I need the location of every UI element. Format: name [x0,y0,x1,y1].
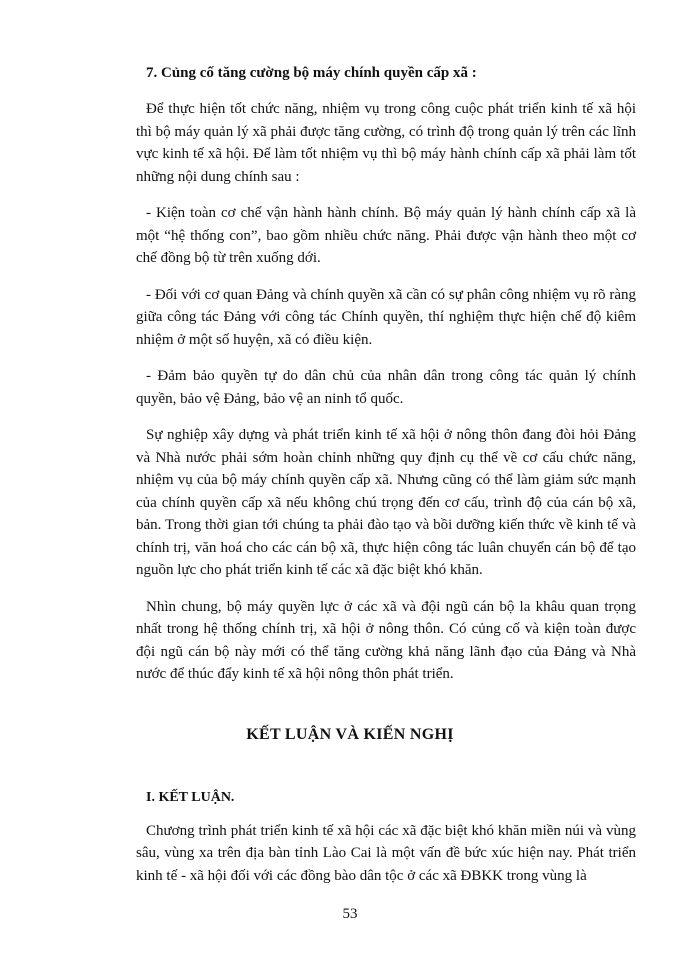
paragraph-2: - Kiện toàn cơ chế vận hành hành chính. Bộ máy quản lý hành chính cấp xã là một “hệ thống con”, bao gồm nhiều chức năng. Phải được vận hành theo một cơ chế đồng bộ từ trên xuống dới. [136,205,636,266]
paragraph-4: - Đảm bảo quyền tự do dân chủ của nhân dân trong công tác quản lý chính quyền, bảo vệ Đảng, bảo vệ an ninh tổ quốc. [136,368,636,407]
conclusion-title: KẾT LUẬN VÀ KIẾN NGHỊ [246,725,454,743]
paragraph-5: Sự nghiệp xây dựng và phát triển kinh tế xã hội ở nông thôn đang đòi hỏi Đảng và Nhà nước phải sớm hoàn chỉnh những quy định cụ thể về cơ cấu chức năng, nhiệm vụ của bộ máy chính quyền cấp xã. Nhưng cũng có thể làm giảm sức mạnh của chính quyền cấp xã nếu không chú trọng đến cơ cấu, trình độ của cán bộ xã, bản. Trong thời gian tới chúng ta phải đào tạo và bồi dưỡng kiến thức về kinh tế và chính trị, văn hoá cho các cán bộ xã, thực hiện công tác luân chuyển cán bộ để tạo nguồn lực cho phát triển kinh tế các xã đặc biệt khó khăn. [136,427,636,578]
paragraph-1: Để thực hiện tốt chức năng, nhiệm vụ trong công cuộc phát triển kinh tế xã hội thì bộ máy quản lý xã phải được tăng cường, có trình độ trong quản lý trên các lĩnh vực kinh tế xã hội. Để làm tốt nhiệm vụ thì bộ máy hành chính cấp xã phải làm tốt những nội dung chính sau : [136,101,636,185]
page-number: 53 [342,906,358,922]
conclusion-subsection-heading: I. KẾT LUẬN. [146,789,235,805]
paragraph-6: Nhìn chung, bộ máy quyền lực ở các xã và đội ngũ cán bộ la khâu quan trọng nhất trong hệ thống chính trị, xã hội ở nông thôn. Có củng cố và kiện toàn được đội ngũ cán bộ này mới có thể tăng cường khả năng lãnh đạo của Đảng và Nhà nước để thúc đẩy kinh tế xã hội nông thôn phát triển. [136,598,636,682]
section-heading: 7. Củng cố tăng cường bộ máy chính quyền cấp xã : [146,65,477,81]
conclusion-paragraph: Chương trình phát triển kinh tế xã hội các xã đặc biệt khó khăn miền núi và vùng sâu, vùng xa trên địa bàn tỉnh Lào Cai là một vấn đề bức xúc hiện nay. Phát triển kinh tế - xã hội đối với các đồng bào dân tộc ở các xã ĐBKK trong vùng là [136,822,636,884]
paragraph-3: - Đối với cơ quan Đảng và chính quyền xã cần có sự phân công nhiệm vụ rõ ràng giữa công tác Đảng với công tác Chính quyền, thí nghiệm thực hiện chế độ kiêm nhiệm ở một số huyện, xã có điều kiện. [136,286,636,348]
